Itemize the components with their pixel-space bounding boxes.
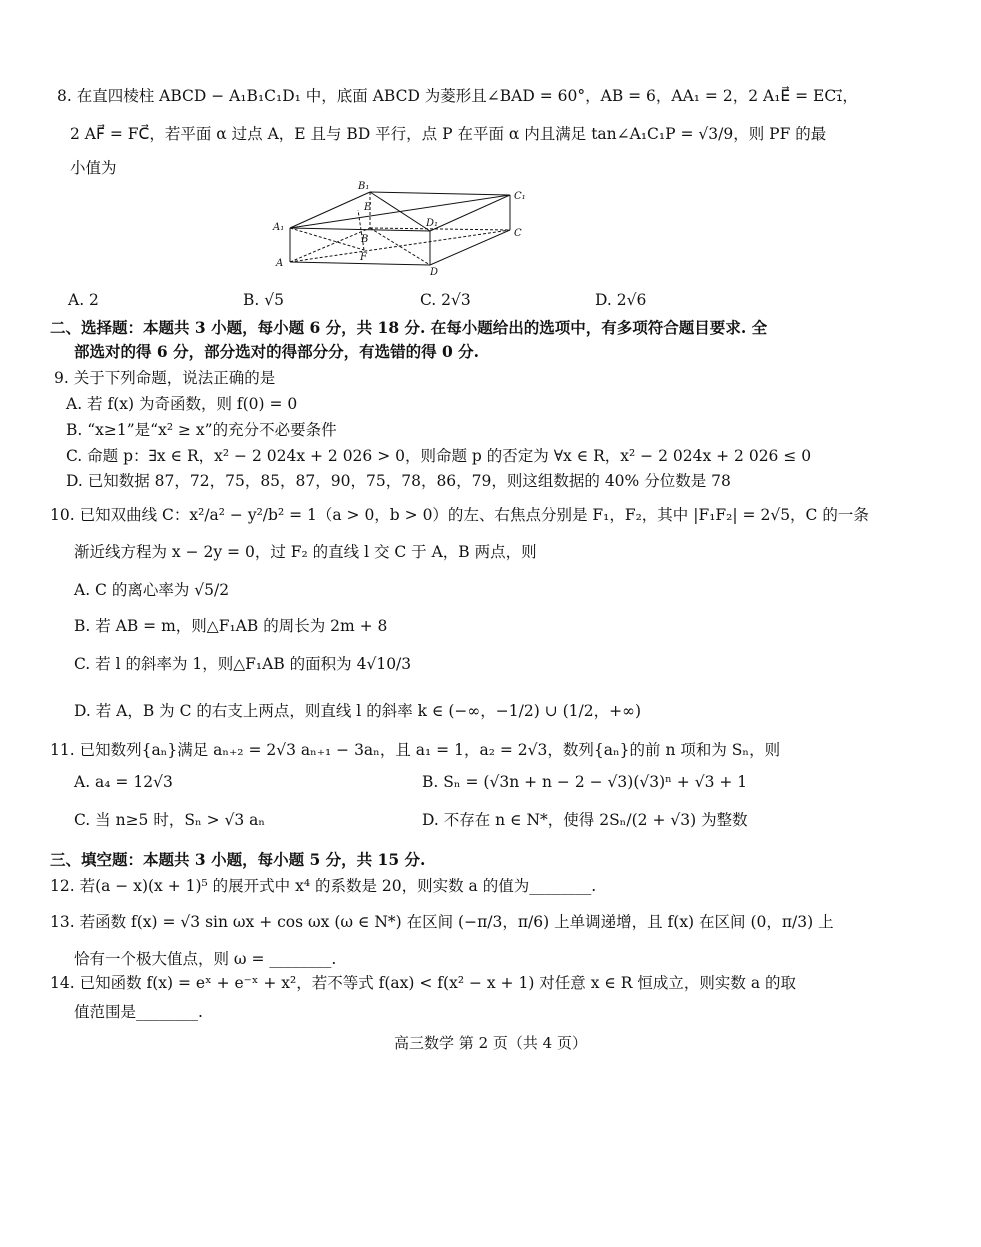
q11-stem: 11. 已知数列{aₙ}满足 aₙ₊₂ = 2√3 aₙ₊₁ − 3aₙ，且 a₁ = 1，a₂ = 2√3，数列{aₙ}的前 n 项和为 Sₙ，则 [50,741,781,759]
q9-option-b: B. “x≥1”是“x² ≥ x”的充分不必要条件 [66,421,337,439]
q8-line3: 小值为 [70,159,117,177]
q9-stem: 9. 关于下列命题，说法正确的是 [54,369,276,387]
section3-heading: 三、填空题：本题共 3 小题，每小题 5 分，共 15 分. [50,850,426,869]
q14-line2: 值范围是________. [74,1003,203,1021]
q9-option-a: A. 若 f(x) 为奇函数，则 f(0) = 0 [66,395,298,413]
label-d1: D₁ [426,218,439,229]
q11-option-c: C. 当 n≥5 时，Sₙ > √3 aₙ [74,811,266,829]
q13-line2: 恰有一个极大值点，则 ω = ________. [74,950,337,968]
q10-line2: 渐近线方程为 x − 2y = 0，过 F₂ 的直线 l 交 C 于 A，B 两点，则 [74,543,537,561]
q10-option-c: C. 若 l 的斜率为 1，则△F₁AB 的面积为 4√10/3 [74,655,412,673]
q9-option-c: C. 命题 p：∃x ∈ R，x² − 2 024x + 2 026 > 0，则命题 p 的否定为 ∀x ∈ R，x² − 2 024x + 2 026 ≤ 0 [66,447,812,465]
q14-line1: 14. 已知函数 f(x) = eˣ + e⁻ˣ + x²，若不等式 f(ax) < f(x² − x + 1) 对任意 x ∈ R 恒成立，则实数 a 的取 [50,974,796,992]
page-footer: 高三数学 第 2 页（共 4 页） [394,1034,587,1052]
q10-line1: 10. 已知双曲线 C：x²/a² − y²/b² = 1（a > 0，b > 0）的左、右焦点分别是 F₁，F₂，其中 |F₁F₂| = 2√5，C 的一条 [50,506,869,524]
section2-heading-line2: 部选对的得 6 分，部分选对的得部分分，有选错的得 0 分. [74,342,480,361]
q9-option-d: D. 已知数据 87，72，75，85，87，90，75，78，86，79，则这组数据的 40% 分位数是 78 [66,472,731,490]
q12-text: 12. 若(a − x)(x + 1)⁵ 的展开式中 x⁴ 的系数是 20，则实数 a 的值为________. [50,877,597,895]
label-e: E [364,202,372,213]
label-f: F [360,252,367,263]
q8-option-a: A. 2 [68,291,99,309]
q10-option-b: B. 若 AB = m，则△F₁AB 的周长为 2m + 8 [74,617,388,635]
q11-option-a: A. a₄ = 12√3 [74,773,173,791]
q11-option-d: D. 不存在 n ∈ N*，使得 2Sₙ/(2 + √3) 为整数 [422,811,748,829]
label-c1: C₁ [514,191,526,202]
q11-option-b: B. Sₙ = (√3n + n − 2 − √3)(√3)ⁿ + √3 + 1 [422,773,748,791]
label-b1: B₁ [358,181,370,192]
label-a: A [276,258,284,269]
q8-option-c: C. 2√3 [420,291,471,309]
q8-line1: 8. 在直四棱柱 ABCD − A₁B₁C₁D₁ 中，底面 ABCD 为菱形且∠BAD = 60°，AB = 6，AA₁ = 2，2 A₁E⃗ = EC₁⃗， [57,87,858,105]
label-d: D [430,267,439,278]
label-b: B [361,234,369,245]
q8-option-b: B. √5 [243,291,284,309]
q13-line1: 13. 若函数 f(x) = √3 sin ωx + cos ωx (ω ∈ N*) 在区间 (−π/3，π/6) 上单调递增，且 f(x) 在区间 (0，π/3) 上 [50,913,834,931]
section2-heading-line1: 二、选择题：本题共 3 小题，每小题 6 分，共 18 分. 在每小题给出的选项中，有多项符合题目要求. 全 [50,318,768,337]
prism-figure [268,180,538,280]
label-a1: A₁ [273,222,285,233]
q10-option-a: A. C 的离心率为 √5/2 [74,581,230,599]
q10-option-d: D. 若 A，B 为 C 的右支上两点，则直线 l 的斜率 k ∈ (−∞，−1/2) ∪ (1/2，+∞) [74,702,642,720]
q8-line2: 2 AF⃗ = FC⃗，若平面 α 过点 A，E 且与 BD 平行，点 P 在平面 α 内且满足 tan∠A₁C₁P = √3/9，则 PF 的最 [70,125,827,143]
q8-option-d: D. 2√6 [595,291,647,309]
label-c: C [514,228,522,239]
